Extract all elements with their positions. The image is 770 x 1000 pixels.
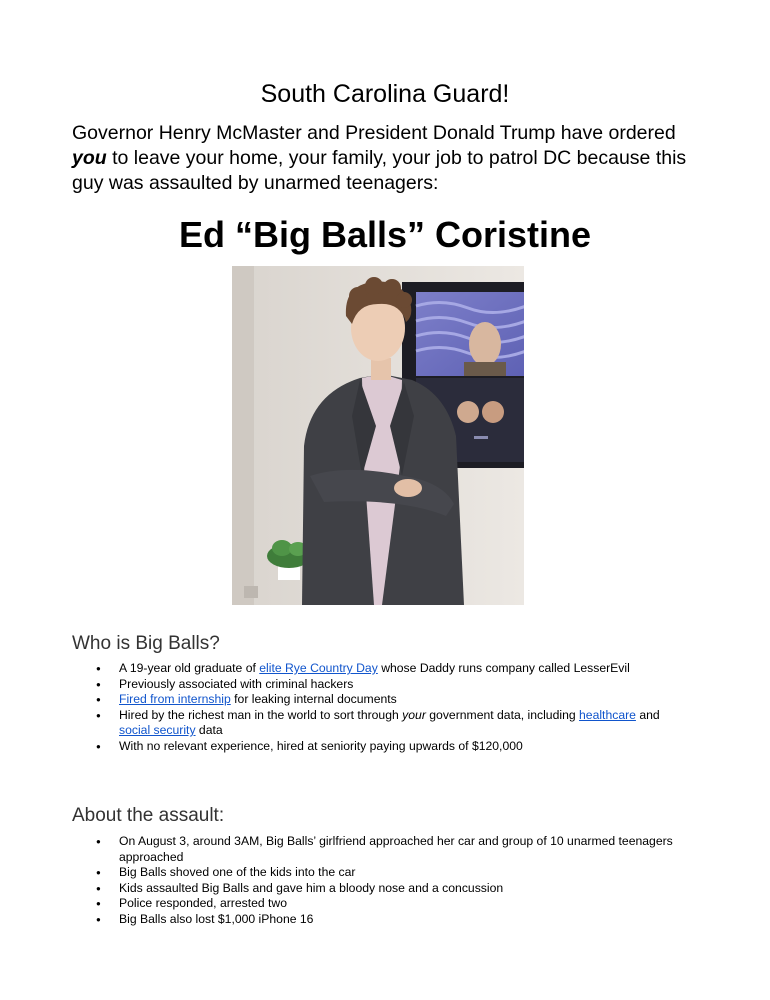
photo-illustration — [232, 266, 524, 605]
section-heading-who: Who is Big Balls? — [72, 633, 220, 654]
intro-emphasis: you — [72, 147, 107, 169]
subject-photo — [232, 266, 524, 605]
list-item: ● Previously associated with criminal hackers — [72, 677, 692, 693]
link-healthcare[interactable]: healthcare — [579, 707, 636, 722]
subject-name-heading: Ed “Big Balls” Coristine — [178, 214, 592, 255]
list-item: ● Big Balls shoved one of the kids into the car — [72, 865, 692, 881]
list-item — [72, 661, 692, 677]
list-item: ● Police responded, arrested two — [72, 896, 692, 912]
who-bullet-list — [72, 661, 692, 754]
page-title: South Carolina Guard! — [260, 80, 510, 108]
link-social-security[interactable]: social security — [119, 723, 196, 737]
bullet-text: whose Daddy runs company called LesserEvil — [377, 661, 630, 675]
bullet-text: and — [635, 707, 660, 722]
link-fired-from-internship[interactable]: Fired from internship — [119, 692, 231, 706]
assault-bullet-list — [72, 834, 692, 927]
list-item — [72, 708, 692, 739]
bullet-emphasis: your — [402, 707, 426, 722]
list-item — [72, 692, 692, 708]
bullet-text: government data, including — [425, 707, 580, 722]
intro-paragraph — [72, 121, 712, 196]
bullet-text: Hired by the richest man in the world to sort through — [119, 707, 403, 722]
list-item: ● On August 3, around 3AM, Big Balls’ girlfriend approached her car and group of 10 unarmed teenagers approached — [72, 834, 692, 865]
bullet-text: A 19-year old graduate of — [119, 661, 260, 675]
link-rye-country-day[interactable]: elite Rye Country Day — [259, 661, 378, 675]
list-item: ● With no relevant experience, hired at seniority paying upwards of $120,000 — [72, 739, 692, 755]
bullet-text: for leaking internal documents — [230, 692, 397, 706]
list-item: ● Big Balls also lost $1,000 iPhone 16 — [72, 912, 692, 928]
bullet-text: data — [195, 723, 223, 737]
intro-text-before: Governor Henry McMaster and President Donald Trump have ordered — [72, 122, 676, 144]
section-heading-assault: About the assault: — [72, 805, 225, 826]
intro-text-after: to leave your home, your family, your job to patrol DC because this guy was assaulted by unarmed teenagers: — [72, 147, 687, 194]
list-item: ● Kids assaulted Big Balls and gave him a bloody nose and a concussion — [72, 881, 692, 897]
